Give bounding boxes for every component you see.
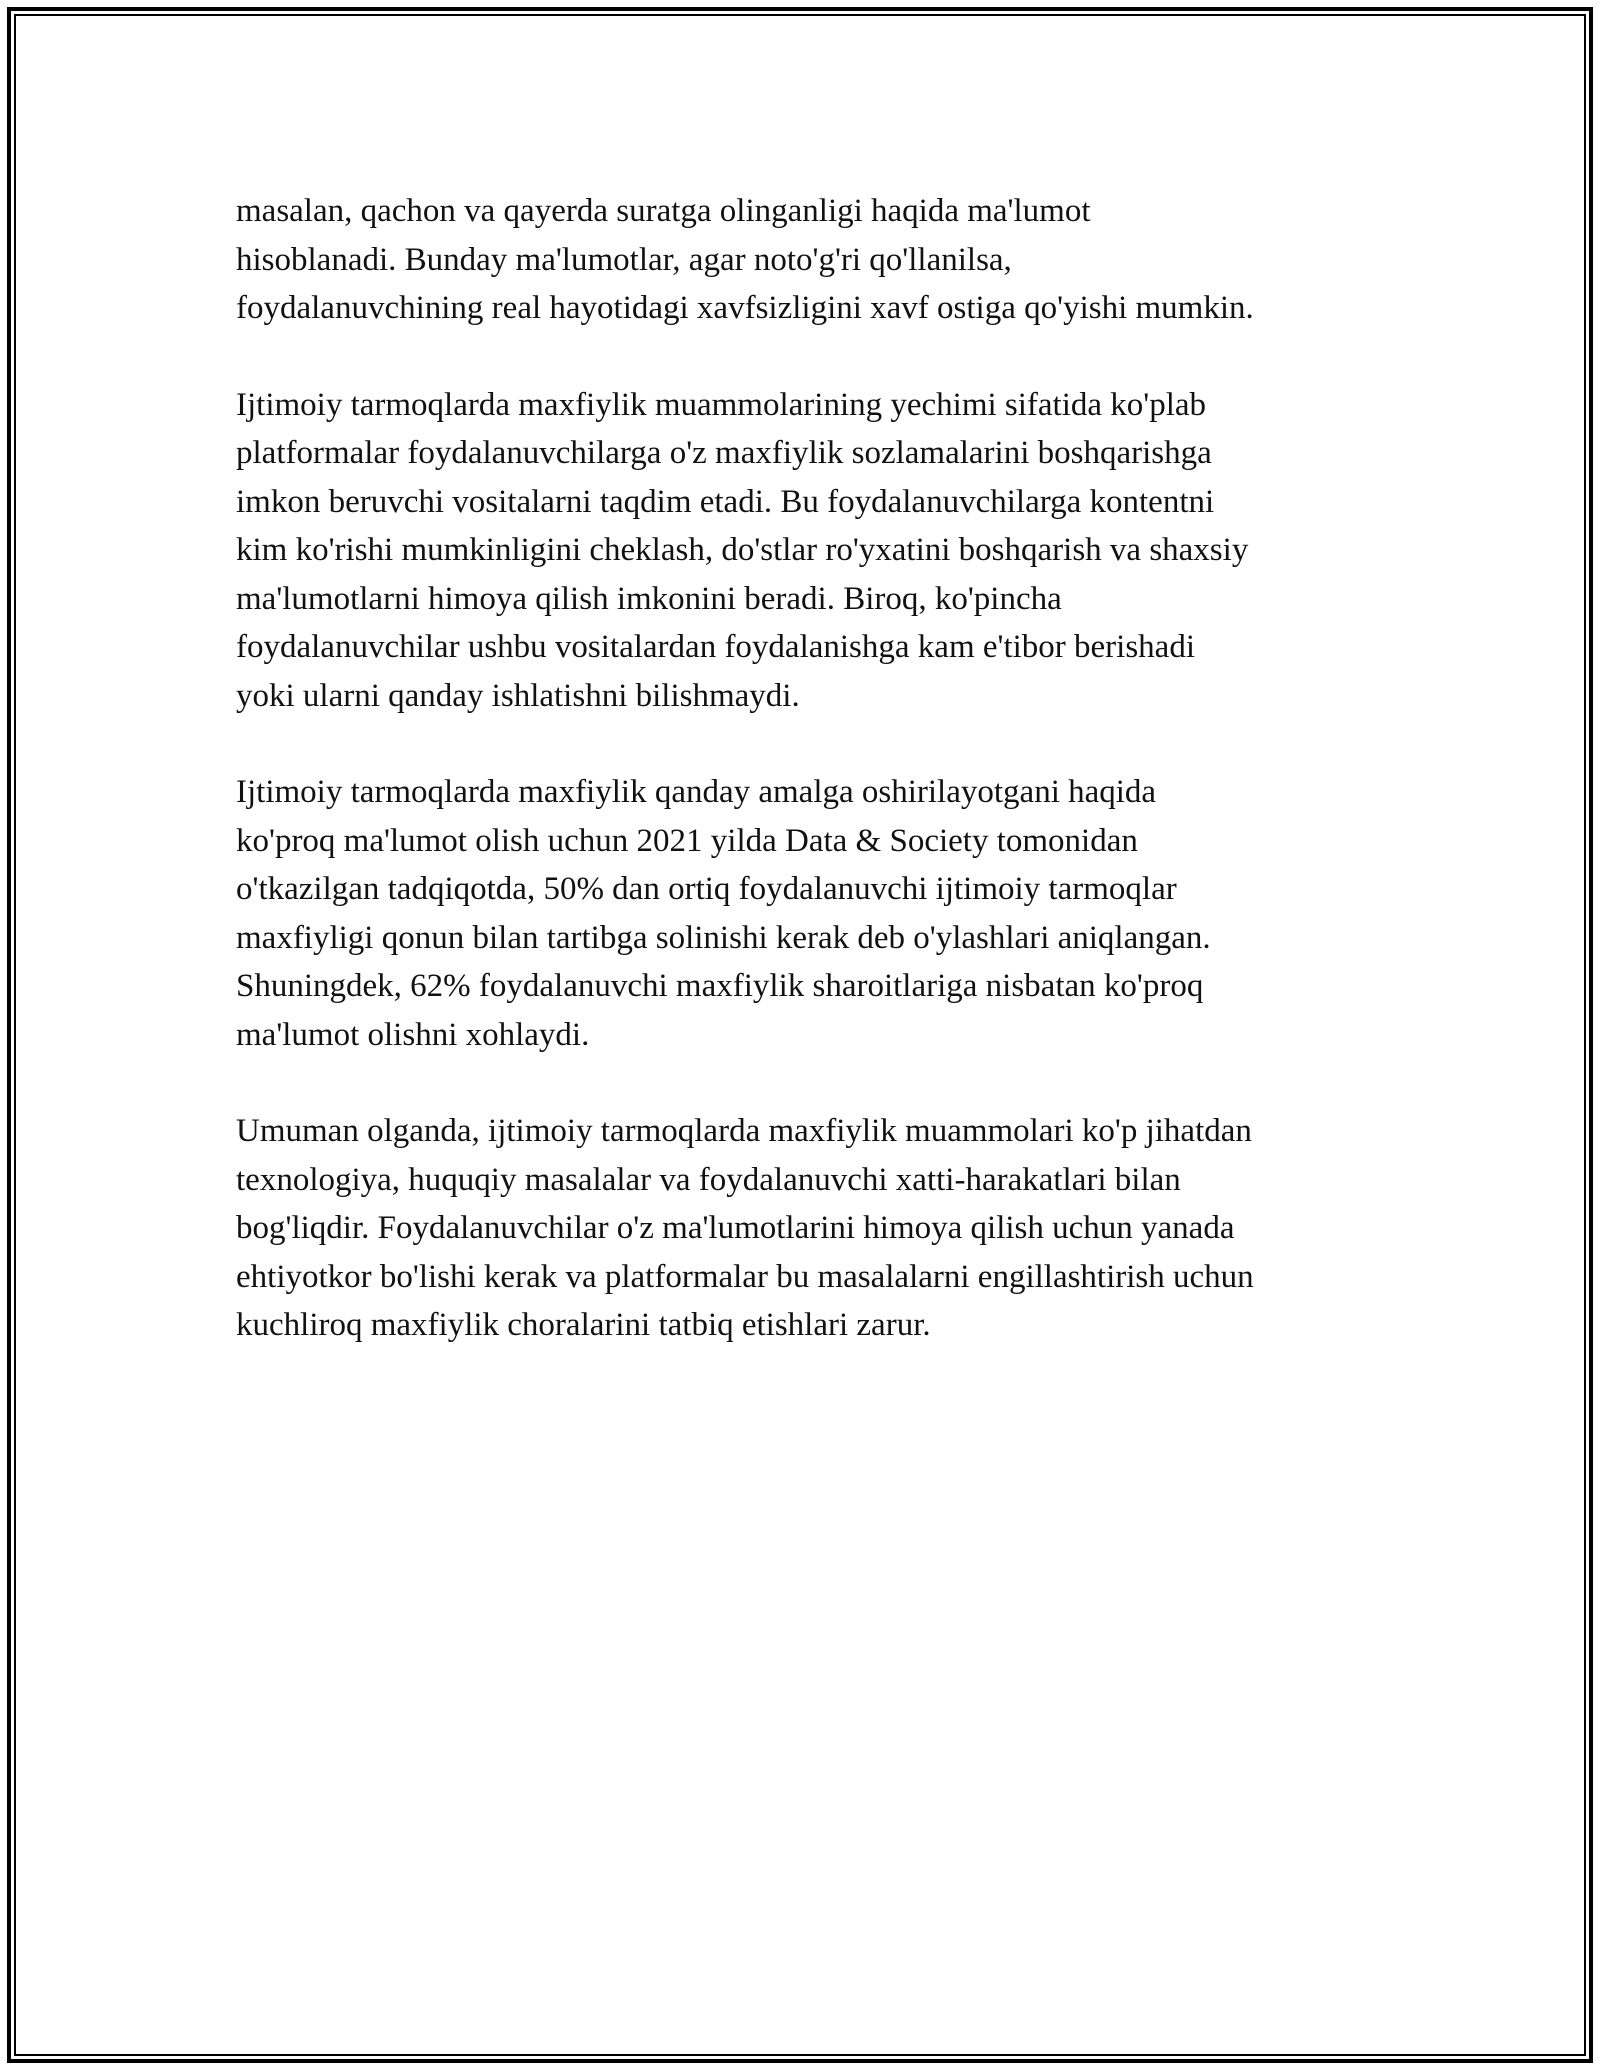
text-line: foydalanuvchining real hayotidagi xavfsizligini xavf ostiga qo'yishi mumkin.: [236, 290, 1254, 326]
text-line: Ijtimoiy tarmoqlarda maxfiylik qanday amalga oshirilayotgani haqida: [236, 774, 1157, 810]
paragraph-3: [236, 768, 1376, 1059]
text-line: maxfiyligi qonun bilan tartibga solinishi kerak deb o'ylashlari aniqlangan.: [236, 919, 1211, 956]
text-line: texnologiya, huquqiy masalalar va foydalanuvchi xatti-harakatlari bilan: [236, 1161, 1181, 1198]
text-line: Ijtimoiy tarmoqlarda maxfiylik muammolarining yechimi sifatida ko'plab: [236, 386, 1207, 423]
text-line: imkon beruvchi vositalarni taqdim etadi. Bu foydalanuvchilarga kontentni: [236, 483, 1215, 520]
text-line: kim ko'rishi mumkinligini cheklash, do'stlar ro'yxatini boshqarish va shaxsiy: [236, 532, 1249, 568]
text-line: kuchliroq maxfiylik choralarini tatbiq etishlari zarur.: [236, 1307, 931, 1343]
paragraph-1: [236, 187, 1376, 333]
paragraph-4: [236, 1107, 1376, 1350]
text-line: masalan, qachon va qayerda suratga olinganligi haqida ma'lumot: [236, 193, 1091, 229]
text-line: ma'lumotlarni himoya qilish imkonini beradi. Biroq, ko'pincha: [236, 580, 1062, 617]
text-line: yoki ularni qanday ishlatishni bilishmaydi.: [236, 677, 800, 714]
text-line: foydalanuvchilar ushbu vositalardan foydalanishga kam e'tibor berishadi: [236, 629, 1195, 665]
text-line: o'tkazilgan tadqiqotda, 50% dan ortiq foydalanuvchi ijtimoiy tarmoqlar: [236, 871, 1177, 907]
text-line: bog'liqdir. Foydalanuvchilar o'z ma'lumotlarini himoya qilish uchun yanada: [236, 1210, 1235, 1246]
paragraph-2: [236, 381, 1376, 721]
text-line: ko'proq ma'lumot olish uchun 2021 yilda Data & Society tomonidan: [236, 822, 1138, 859]
text-line: ehtiyotkor bo'lishi kerak va platformalar bu masalalarni engillashtirish uchun: [236, 1258, 1254, 1295]
text-line: Umuman olganda, ijtimoiy tarmoqlarda maxfiylik muammolari ko'p jihatdan: [236, 1113, 1252, 1149]
text-line: platformalar foydalanuvchilarga o'z maxfiylik sozlamalarini boshqarishga: [236, 435, 1212, 471]
text-line: Shuningdek, 62% foydalanuvchi maxfiylik sharoitlariga nisbatan ko'proq: [236, 968, 1204, 1004]
document-body: [236, 187, 1376, 1398]
text-line: ma'lumot olishni xohlaydi.: [236, 1016, 590, 1053]
text-line: hisoblanadi. Bunday ma'lumotlar, agar noto'g'ri qo'llanilsa,: [236, 241, 1012, 278]
